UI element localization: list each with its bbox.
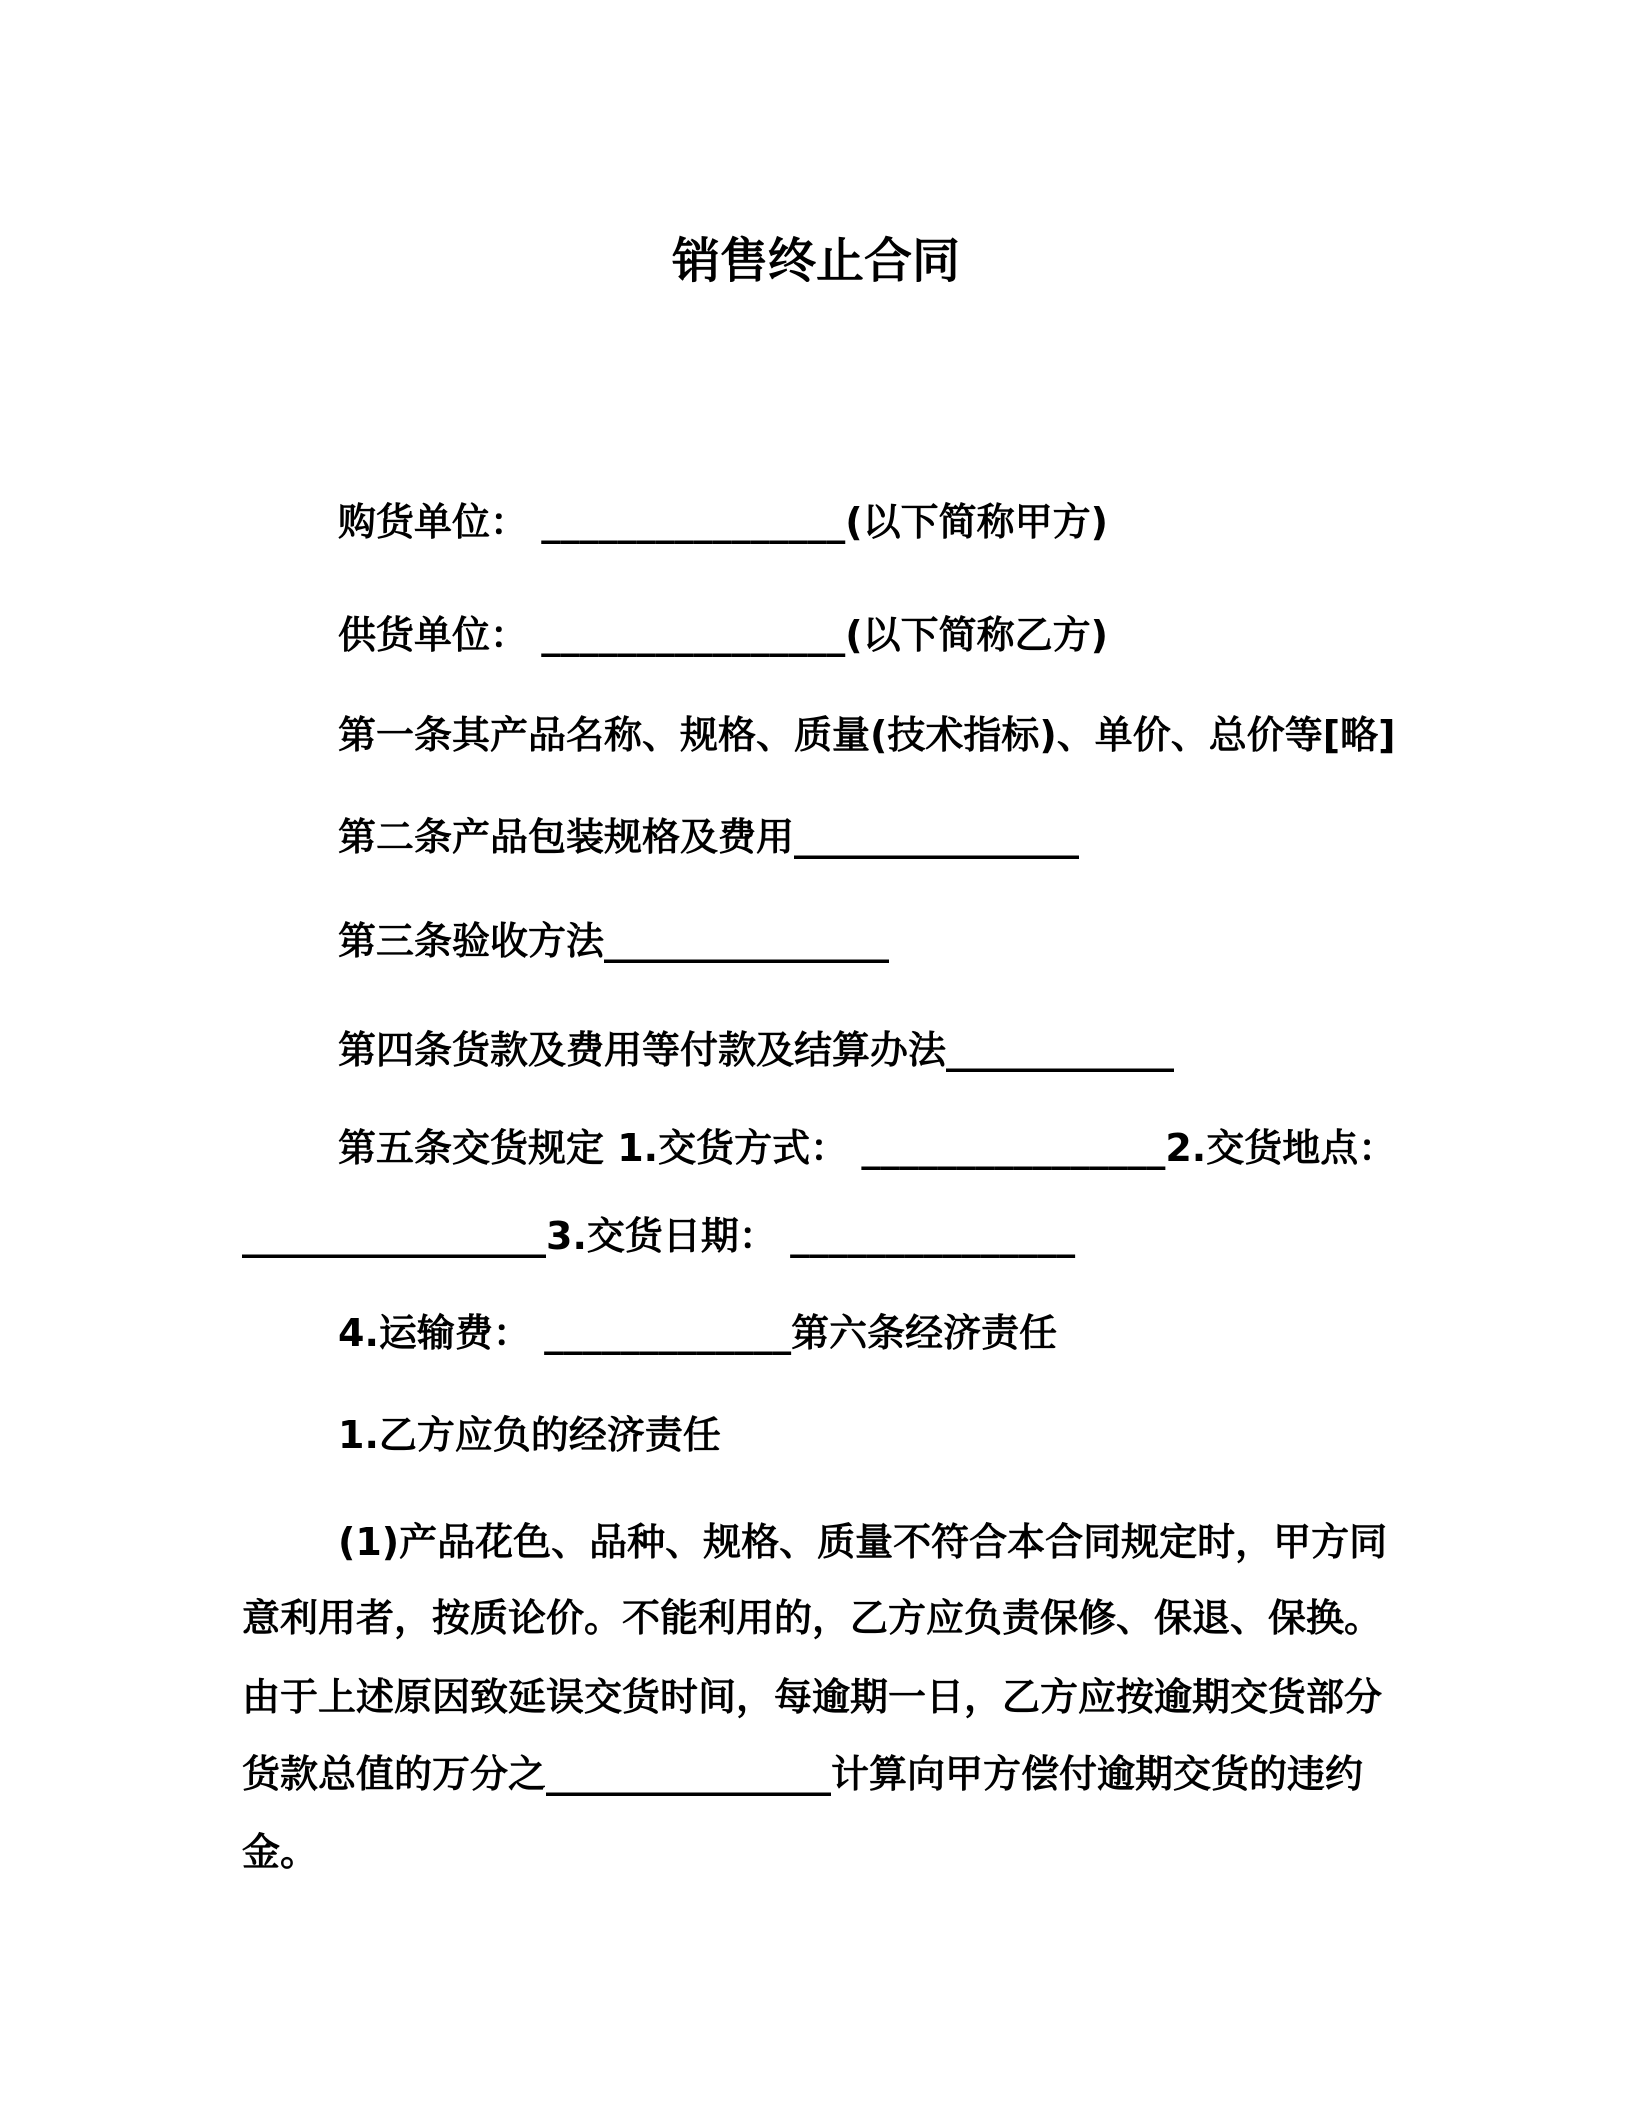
line-article4-payment-settlement: 第四条货款及费用等付款及结算办法____________ [338,1028,1175,1072]
line-article5-delivery-part2: ________________3.交货日期： _______________ [242,1214,1076,1258]
line-clause1-wrap5: 金。 [242,1830,319,1874]
line-party-b-liability-heading: 1.乙方应负的经济责任 [338,1413,721,1457]
line-article1-product-info: 第一条其产品名称、规格、质量(技术指标)、单价、总价等[略] [338,713,1396,757]
line-article2-packaging: 第二条产品包装规格及费用_______________ [338,815,1080,859]
line-supplier: 供货单位： ________________(以下简称乙方) [338,613,1108,657]
line-clause1-wrap4: 货款总值的万分之_______________计算向甲方偿付逾期交货的违约 [242,1752,1364,1796]
line-article3-acceptance-method: 第三条验收方法_______________ [338,919,890,963]
line-transport-fee-article6: 4.运输费： _____________第六条经济责任 [338,1311,1058,1355]
line-article5-delivery-part1: 第五条交货规定 1.交货方式： ________________2.交货地点： [338,1126,1397,1170]
line-clause1-wrap1: (1)产品花色、品种、规格、质量不符合本合同规定时，甲方同 [338,1520,1388,1564]
line-clause1-wrap3: 由于上述原因致延误交货时间，每逾期一日，乙方应按逾期交货部分 [242,1675,1383,1719]
line-purchaser: 购货单位： ________________(以下简称甲方) [338,500,1108,544]
line-clause1-wrap2: 意利用者，按质论价。不能利用的，乙方应负责保修、保退、保换。 [242,1596,1383,1640]
page-title: 销售终止合同 [671,233,960,289]
